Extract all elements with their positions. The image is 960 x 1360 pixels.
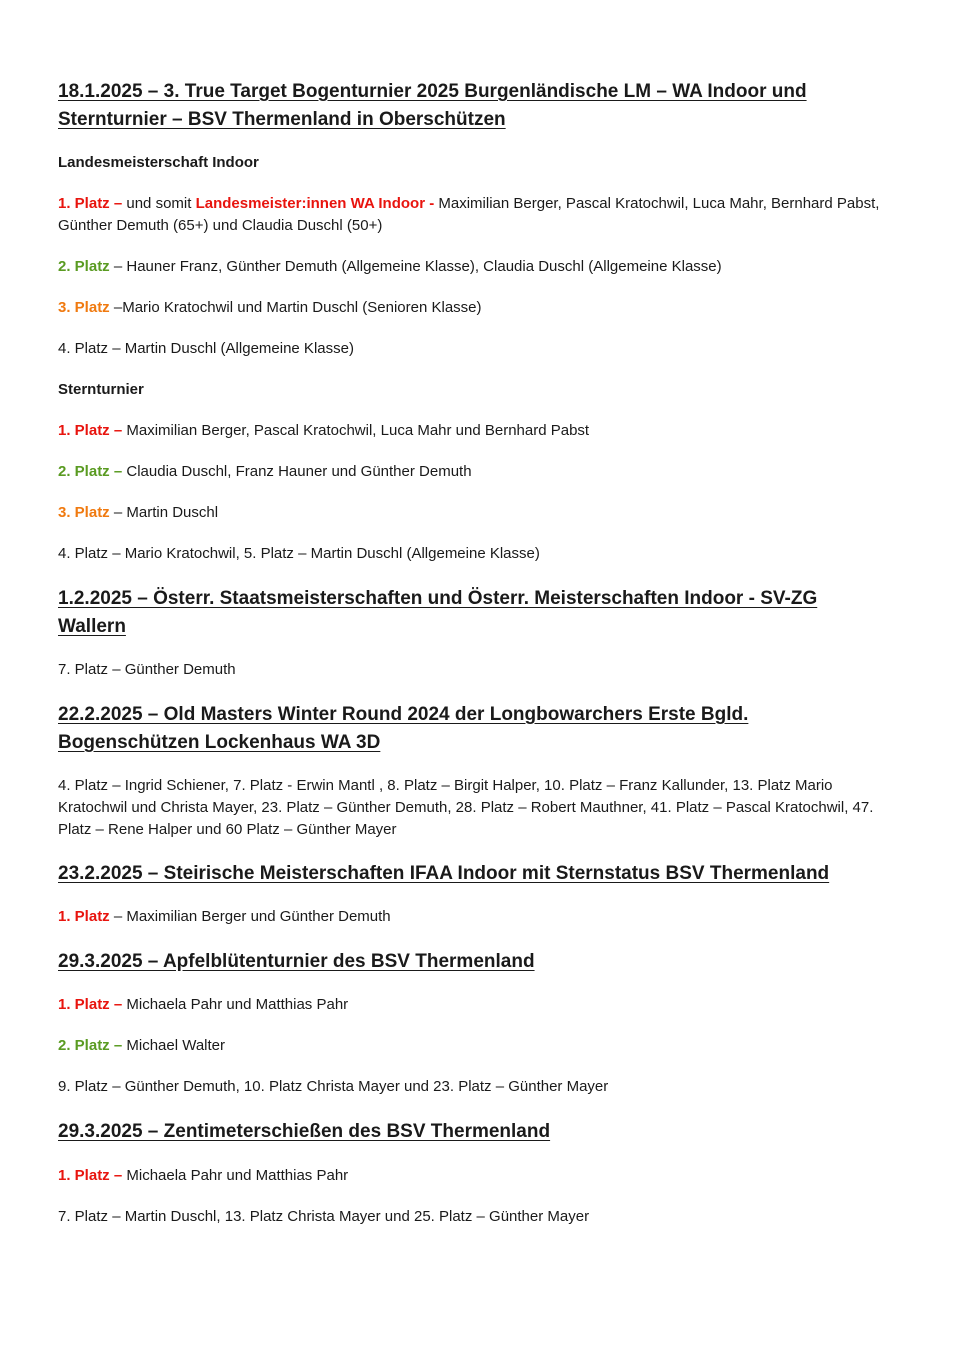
result-text: Michaela Pahr und Matthias Pahr bbox=[126, 1167, 349, 1184]
result-text: Maximilian Berger, Pascal Kratochwil, Luca Mahr und Bernhard Pabst bbox=[126, 422, 590, 439]
result-line bbox=[58, 502, 890, 524]
result-text: –Mario Kratochwil und Martin Duschl (Senioren Klasse) bbox=[109, 299, 482, 316]
section-title-steirische-meisterschaften: 23.2.2025 – Steirische Meisterschaften IFAA Indoor mit Sternstatus BSV Thermenland bbox=[58, 863, 830, 884]
place-badge-second: 2. Platz – bbox=[58, 463, 127, 480]
place-badge-first: 1. Platz – bbox=[58, 1167, 127, 1184]
title-highlight: Landesmeister:innen WA Indoor - bbox=[195, 195, 439, 212]
result-text: und somit bbox=[126, 195, 196, 212]
result-line bbox=[58, 461, 890, 483]
result-line bbox=[58, 906, 890, 928]
result-line bbox=[58, 1035, 890, 1057]
result-line bbox=[58, 193, 890, 237]
result-line: 7. Platz – Günther Demuth bbox=[58, 661, 236, 678]
section-title-true-target: 18.1.2025 – 3. True Target Bogenturnier 2025 Burgenländische LM – WA Indoor und Sternturnier – BSV Thermenland in Oberschützen bbox=[58, 81, 807, 130]
result-text: – Maximilian Berger und Günther Demuth bbox=[109, 908, 391, 925]
section-title-zentimeterschiessen: 29.3.2025 – Zentimeterschießen des BSV Thermenland bbox=[58, 1121, 551, 1142]
result-text: Maximilian Berger, Pascal Kratochwil, Luca Mahr, Bernhard Pabst, Günther Demuth (65+) und Claudia Duschl (50+) bbox=[58, 195, 880, 234]
result-line: 9. Platz – Günther Demuth, 10. Platz Christa Mayer und 23. Platz – Günther Mayer bbox=[58, 1078, 609, 1095]
subheading-sternturnier: Sternturnier bbox=[58, 381, 144, 398]
place-badge-second: 2. Platz – bbox=[58, 1037, 127, 1054]
result-line: 7. Platz – Martin Duschl, 13. Platz Christa Mayer und 25. Platz – Günther Mayer bbox=[58, 1208, 590, 1225]
section-title-staatsmeisterschaften: 1.2.2025 – Österr. Staatsmeisterschaften und Österr. Meisterschaften Indoor - SV-ZG Wallern bbox=[58, 588, 818, 637]
result-text: Michael Walter bbox=[126, 1037, 226, 1054]
place-badge-first: 1. Platz – bbox=[58, 422, 127, 439]
section-title-old-masters: 22.2.2025 – Old Masters Winter Round 2024 der Longbowarchers Erste Bgld. Bogenschützen Lockenhaus WA 3D bbox=[58, 704, 749, 753]
result-text: – Hauner Franz, Günther Demuth (Allgemeine Klasse), Claudia Duschl (Allgemeine Klasse) bbox=[109, 258, 722, 275]
result-line bbox=[58, 297, 890, 319]
result-text: – Martin Duschl bbox=[109, 504, 219, 521]
section-title-apfelbluetenturnier: 29.3.2025 – Apfelblütenturnier des BSV Thermenland bbox=[58, 951, 535, 972]
result-line: 4. Platz – Mario Kratochwil, 5. Platz – Martin Duschl (Allgemeine Klasse) bbox=[58, 545, 540, 562]
result-line bbox=[58, 994, 890, 1016]
result-text: Michaela Pahr und Matthias Pahr bbox=[126, 996, 349, 1013]
result-paragraph: 4. Platz – Ingrid Schiener, 7. Platz - Erwin Mantl , 8. Platz – Birgit Halper, 10. Platz – Franz Kallunder, 13. Platz Mario Kratochwil und Christa Mayer, 23. Platz – Günther Demuth, 28. Platz – Robert Mauthner, 41. Platz – Pascal Kratochwil, 47. Platz – Rene Halper und 60 Platz – Günther Mayer bbox=[58, 777, 874, 838]
place-badge-first: 1. Platz bbox=[58, 908, 110, 925]
place-badge-second: 2. Platz bbox=[58, 258, 110, 275]
place-badge-third: 3. Platz bbox=[58, 504, 110, 521]
result-line bbox=[58, 256, 890, 278]
result-text: Claudia Duschl, Franz Hauner und Günther Demuth bbox=[126, 463, 472, 480]
subheading-landesmeisterschaft: Landesmeisterschaft Indoor bbox=[58, 154, 259, 171]
result-line: 4. Platz – Martin Duschl (Allgemeine Klasse) bbox=[58, 340, 354, 357]
place-badge-first: 1. Platz – bbox=[58, 996, 127, 1013]
result-line bbox=[58, 420, 890, 442]
place-badge-first: 1. Platz – bbox=[58, 195, 127, 212]
result-line bbox=[58, 1165, 890, 1187]
place-badge-third: 3. Platz bbox=[58, 299, 110, 316]
